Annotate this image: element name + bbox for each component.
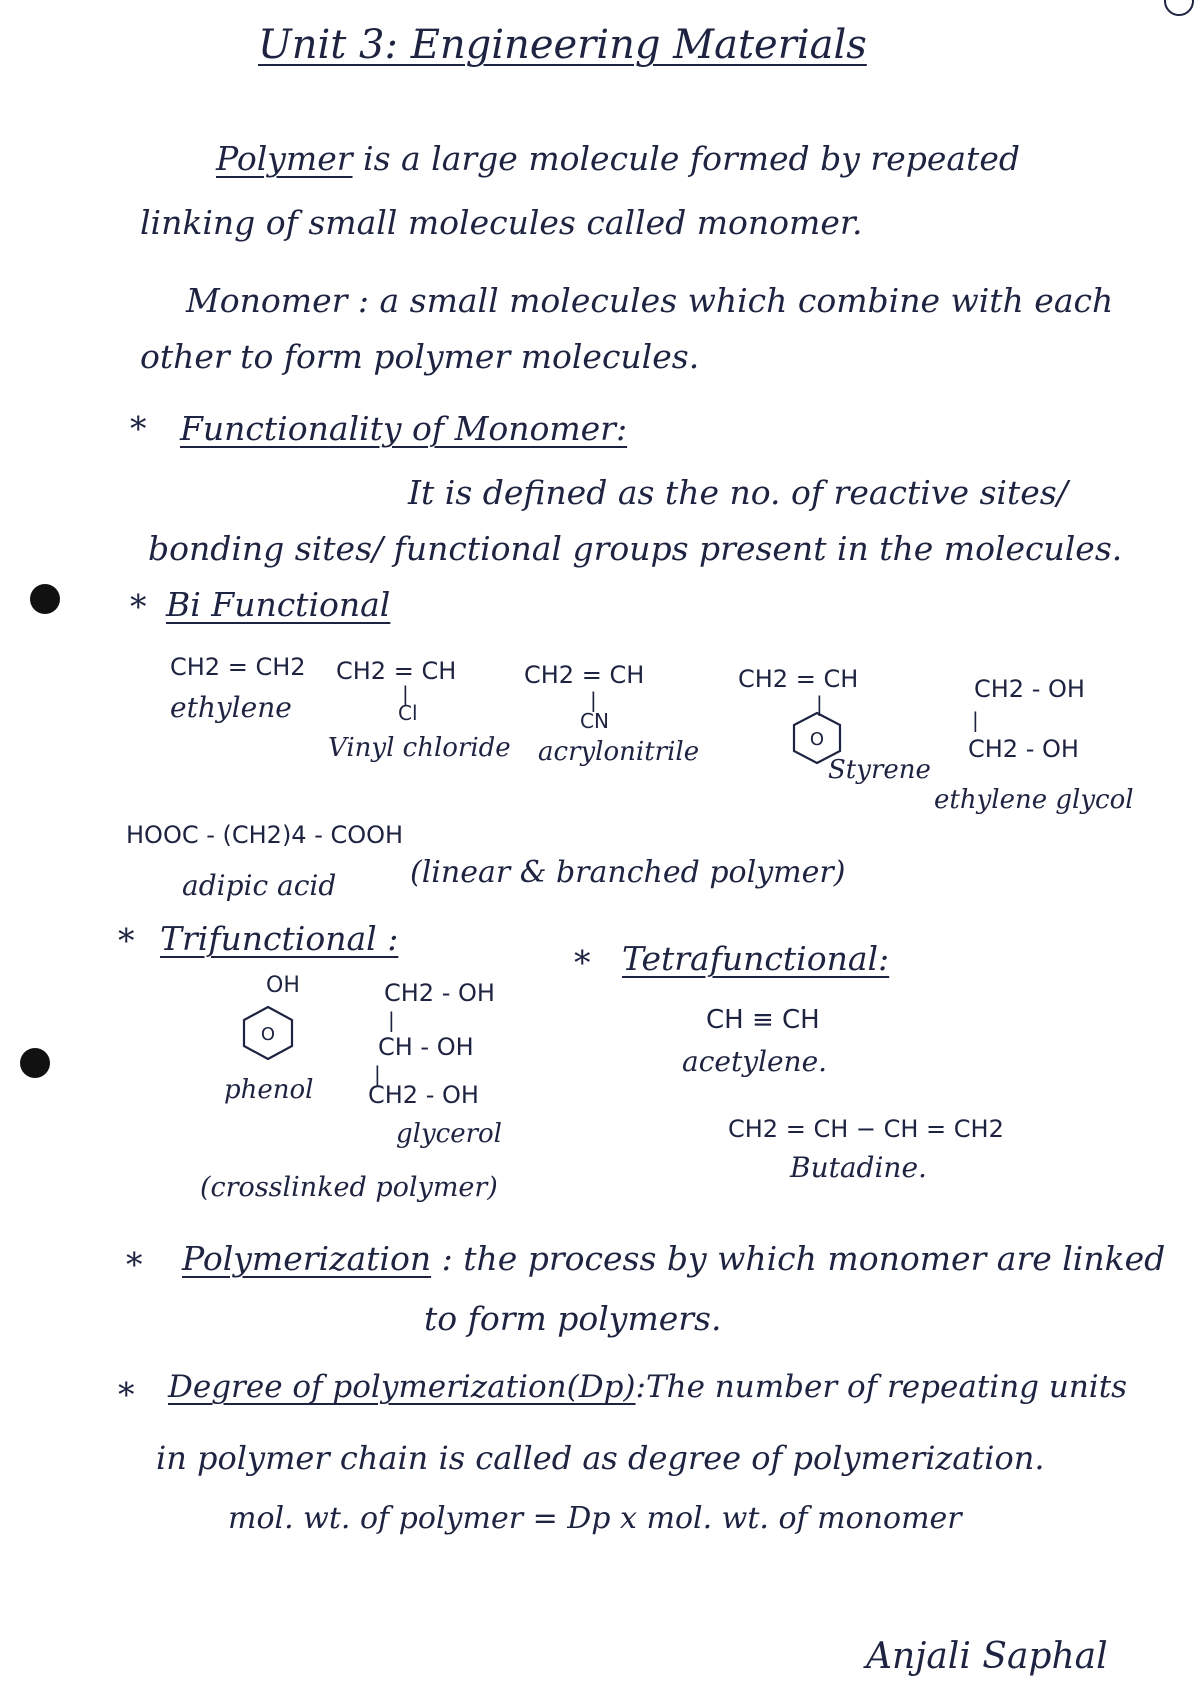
vinyl-chloride-name: Vinyl chloride (328, 733, 511, 763)
tetrafunctional-heading: Tetrafunctional: (622, 939, 890, 978)
bond-line: | (374, 1062, 381, 1086)
phenol-name: phenol (224, 1075, 314, 1105)
acrylonitrile-sub: CN (580, 709, 609, 733)
polymerization-bullet: * (126, 1245, 143, 1284)
butadiene-name: Butadine. (790, 1151, 927, 1184)
phenol-group: OH (266, 973, 300, 998)
bifunctional-bullet: * (130, 587, 147, 626)
ethylene-glycol-top: CH2 - OH (974, 675, 1085, 703)
degree-def: :The number of repeating units (635, 1369, 1128, 1405)
ethylene-glycol-name: ethylene glycol (934, 785, 1134, 815)
degree-line1 (168, 1370, 1127, 1406)
monomer-def-line1: Monomer : a small molecules which combine with each (186, 281, 1114, 320)
polymerization-line1 (182, 1240, 1165, 1278)
bond-line: | (972, 708, 979, 732)
polymer-def-line2: linking of small molecules called monomer. (140, 203, 863, 242)
styrene-name: Styrene (828, 755, 931, 785)
degree-formula: mol. wt. of polymer = Dp x mol. wt. of monomer (228, 1501, 962, 1536)
degree-line2: in polymer chain is called as degree of polymerization. (156, 1439, 1045, 1477)
bond-line: | (402, 682, 409, 706)
trifunctional-note: (crosslinked polymer) (200, 1172, 498, 1203)
polymerization-term: Polymerization (182, 1239, 432, 1278)
glycerol-line1: CH2 - OH (384, 979, 495, 1007)
benzene-ring-icon (240, 1004, 296, 1062)
polymer-term: Polymer (216, 139, 353, 178)
polymer-def-line1 (216, 140, 1020, 178)
vinyl-chloride-formula: CH2 = CH (336, 657, 457, 685)
monomer-def-line2: other to form polymer molecules. (140, 337, 700, 376)
trifunctional-bullet: * (118, 921, 135, 960)
ethylene-formula: CH2 = CH2 (170, 653, 306, 681)
acetylene-name: acetylene. (682, 1045, 828, 1078)
adipic-acid-name: adipic acid (182, 869, 337, 902)
bond-line: | (590, 688, 597, 712)
bifunctional-heading: Bi Functional (166, 585, 391, 624)
ethylene-name: ethylene (170, 691, 292, 724)
acetylene-formula: CH ≡ CH (706, 1005, 820, 1035)
margin-dot (30, 584, 60, 614)
page-title: Unit 3: Engineering Materials (258, 22, 867, 68)
styrene-formula: CH2 = CH (738, 665, 859, 693)
acrylonitrile-name: acrylonitrile (538, 737, 700, 767)
glycerol-line3: CH2 - OH (368, 1081, 479, 1109)
functionality-bullet: * (130, 409, 147, 448)
bond-line: | (388, 1008, 395, 1032)
acrylonitrile-formula: CH2 = CH (524, 661, 645, 689)
trifunctional-heading: Trifunctional : (160, 919, 399, 958)
page-number-circle (1164, 0, 1194, 16)
polymerization-line2: to form polymers. (424, 1299, 722, 1338)
phenol-ring-label: O (260, 1024, 276, 1045)
tetrafunctional-bullet: * (574, 943, 591, 982)
signature: Anjali Saphal (866, 1636, 1108, 1677)
glycerol-line2: CH - OH (378, 1033, 474, 1061)
bond-line: | (816, 692, 823, 716)
degree-term: Degree of polymerization(Dp) (168, 1369, 636, 1405)
margin-dot (20, 1048, 50, 1078)
functionality-line1: It is defined as the no. of reactive sites/ (408, 473, 1068, 512)
functionality-line2: bonding sites/ functional groups present in the molecules. (148, 529, 1123, 568)
polymer-def-text: is a large molecule formed by repeated (363, 139, 1020, 178)
functionality-heading: Functionality of Monomer: (180, 409, 628, 448)
butadiene-formula: CH2 = CH − CH = CH2 (728, 1115, 1004, 1143)
styrene-ring-label: O (809, 729, 825, 750)
degree-bullet: * (118, 1375, 135, 1414)
ethylene-glycol-bottom: CH2 - OH (968, 735, 1079, 763)
bifunctional-note: (linear & branched polymer) (410, 855, 846, 890)
polymerization-def: : the process by which monomer are linked (441, 1239, 1166, 1278)
vinyl-chloride-sub: Cl (398, 701, 418, 725)
glycerol-name: glycerol (396, 1119, 502, 1149)
adipic-acid-formula: HOOC - (CH2)4 - COOH (126, 821, 404, 849)
